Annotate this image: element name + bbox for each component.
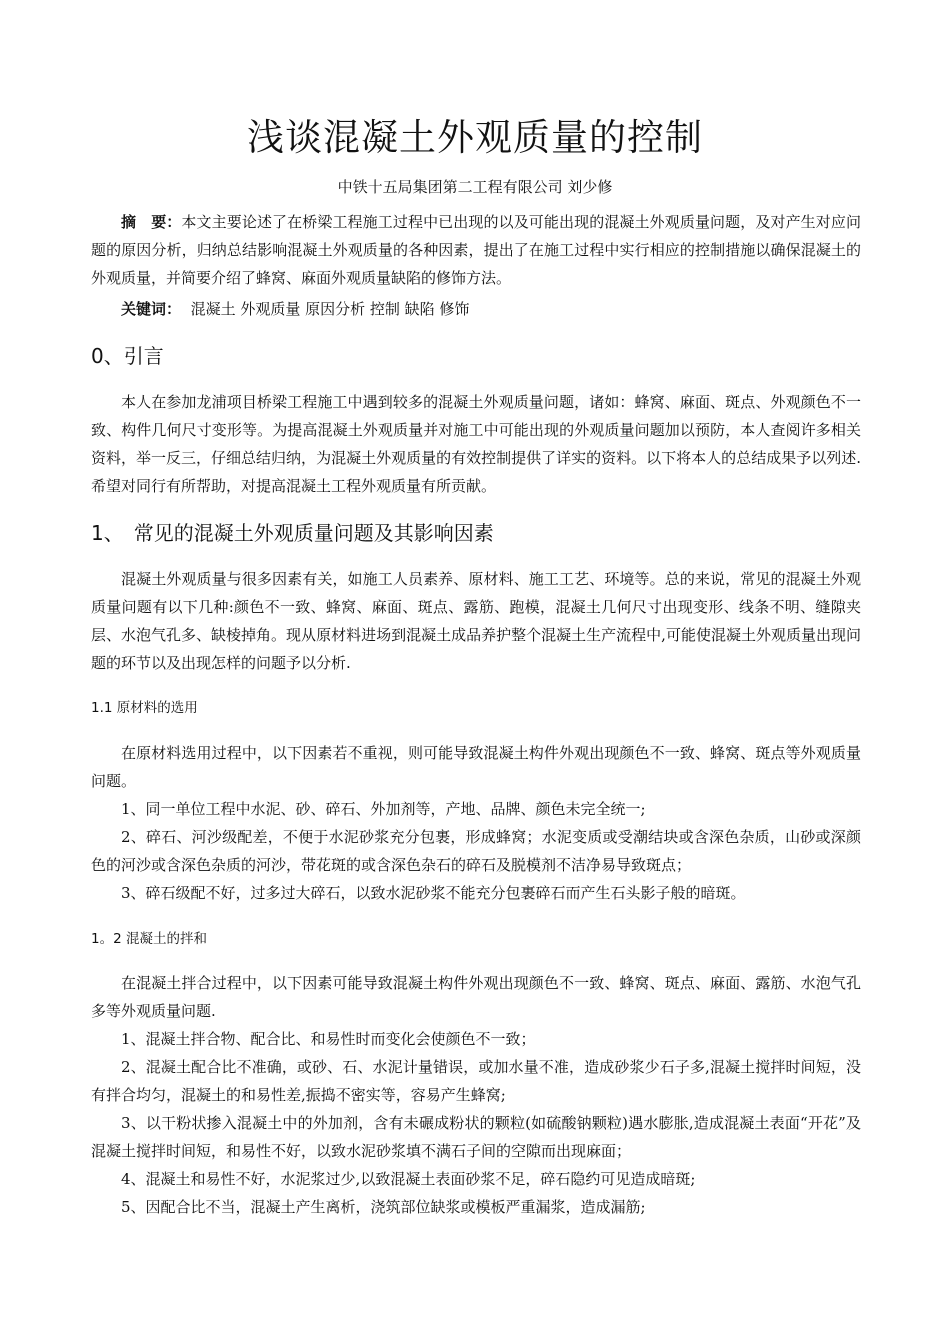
- section-1-heading: 1、 常见的混凝土外观质量问题及其影响因素: [91, 521, 494, 545]
- keywords-label: 关键词：: [121, 300, 182, 318]
- list-item: 1、混凝土拌合物、配合比、和易性时而变化会使颜色不一致；: [121, 1030, 536, 1048]
- list-item: 2、混凝土配合比不准确，或砂、石、水泥计量错误，或加水量不准，造成砂浆少石子多,混凝土搅拌时间短，没有拌合均匀，混凝土的和易性差,振捣不密实等，容易产生蜂窝;: [91, 1058, 861, 1104]
- list-item: 2、碎石、河沙级配差，不便于水泥砂浆充分包裹，形成蜂窝；水泥变质或受潮结块或含深色杂质，山砂或深颜色的河沙或含深色杂质的河沙，带花斑的或含深色杂石的碎石及脱模剂不洁净易导致斑点；: [91, 828, 861, 874]
- list-item: 5、因配合比不当，混凝土产生离析，浇筑部位缺浆或模板严重漏浆，造成漏筋;: [121, 1198, 646, 1216]
- section-1-paragraph: 混凝土外观质量与很多因素有关，如施工人员素养、原材料、施工工艺、环境等。总的来说，常见的混凝土外观质量问题有以下几种:颜色不一致、蜂窝、麻面、斑点、露筋、跑模，混凝土几何尺寸出现变形、线条不明、缝隙夹层、水泡气孔多、缺棱掉角。现从原材料进场到混凝土成品养护整个混凝土生产流程中,可能使混凝土外观质量出现问题的环节以及出现怎样的问题予以分析.: [91, 570, 861, 672]
- list-item: 1、同一单位工程中水泥、砂、碎石、外加剂等，产地、品牌、颜色未完全统一;: [121, 800, 646, 818]
- list-item: 3、以干粉状掺入混凝土中的外加剂，含有未碾成粉状的颗粒(如硫酸钠颗粒)遇水膨胀,造成混凝土表面“开花”及混凝土搅拌时间短，和易性不好，以致水泥砂浆填不满石子间的空隙而出现麻面；: [91, 1114, 861, 1160]
- section-1-1-body: [91, 739, 861, 907]
- list-item: 3、碎石级配不好，过多过大碎石，以致水泥砂浆不能充分包裹碎石而产生石头影子般的暗斑。: [121, 884, 746, 902]
- section-0-paragraph: 本人在参加龙浦项目桥梁工程施工中遇到较多的混凝土外观质量问题，诸如：蜂窝、麻面、斑点、外观颜色不一致、构件几何尺寸变形等。为提高混凝土外观质量并对施工中可能出现的外观质量问题加以预防，本人查阅许多相关资料，举一反三，仔细总结归纳，为混凝土外观质量的有效控制提供了详实的资料。以下将本人的总结成果予以列述.希望对同行有所帮助，对提高混凝土工程外观质量有所贡献。: [91, 393, 861, 495]
- section-1-1-heading: 1.1 原材料的选用: [91, 700, 198, 716]
- abstract-text: 本文主要论述了在桥梁工程施工过程中已出现的以及可能出现的混凝土外观质量问题，及对产生对应问题的原因分析，归纳总结影响混凝土外观质量的各种因素，提出了在施工过程中实行相应的控制措施以确保混凝土的外观质量，并简要介绍了蜂窝、麻面外观质量缺陷的修饰方法。: [91, 213, 861, 287]
- keywords: [91, 295, 861, 323]
- page-title: 浅谈混凝土外观质量的控制: [247, 116, 703, 159]
- abstract: [91, 208, 861, 292]
- keywords-text: 混凝土 外观质量 原因分析 控制 缺陷 修饰: [190, 300, 470, 318]
- section-0-heading: 0、引言: [91, 344, 164, 368]
- abstract-label: 摘 要：: [121, 213, 182, 231]
- list-item: 4、混凝土和易性不好，水泥浆过少,以致混凝土表面砂浆不足，碎石隐约可见造成暗斑;: [121, 1170, 696, 1188]
- section-1-2-intro: 在混凝土拌合过程中，以下因素可能导致混凝土构件外观出现颜色不一致、蜂窝、斑点、麻面、露筋、水泡气孔多等外观质量问题.: [91, 974, 861, 1020]
- author-line: 中铁十五局集团第二工程有限公司 刘少修: [337, 178, 613, 196]
- section-1-1-intro: 在原材料选用过程中，以下因素若不重视，则可能导致混凝土构件外观出现颜色不一致、蜂窝、斑点等外观质量问题。: [91, 744, 861, 790]
- section-1-2-heading: 1。2 混凝土的拌和: [91, 931, 207, 947]
- section-1-2-body: [91, 969, 861, 1221]
